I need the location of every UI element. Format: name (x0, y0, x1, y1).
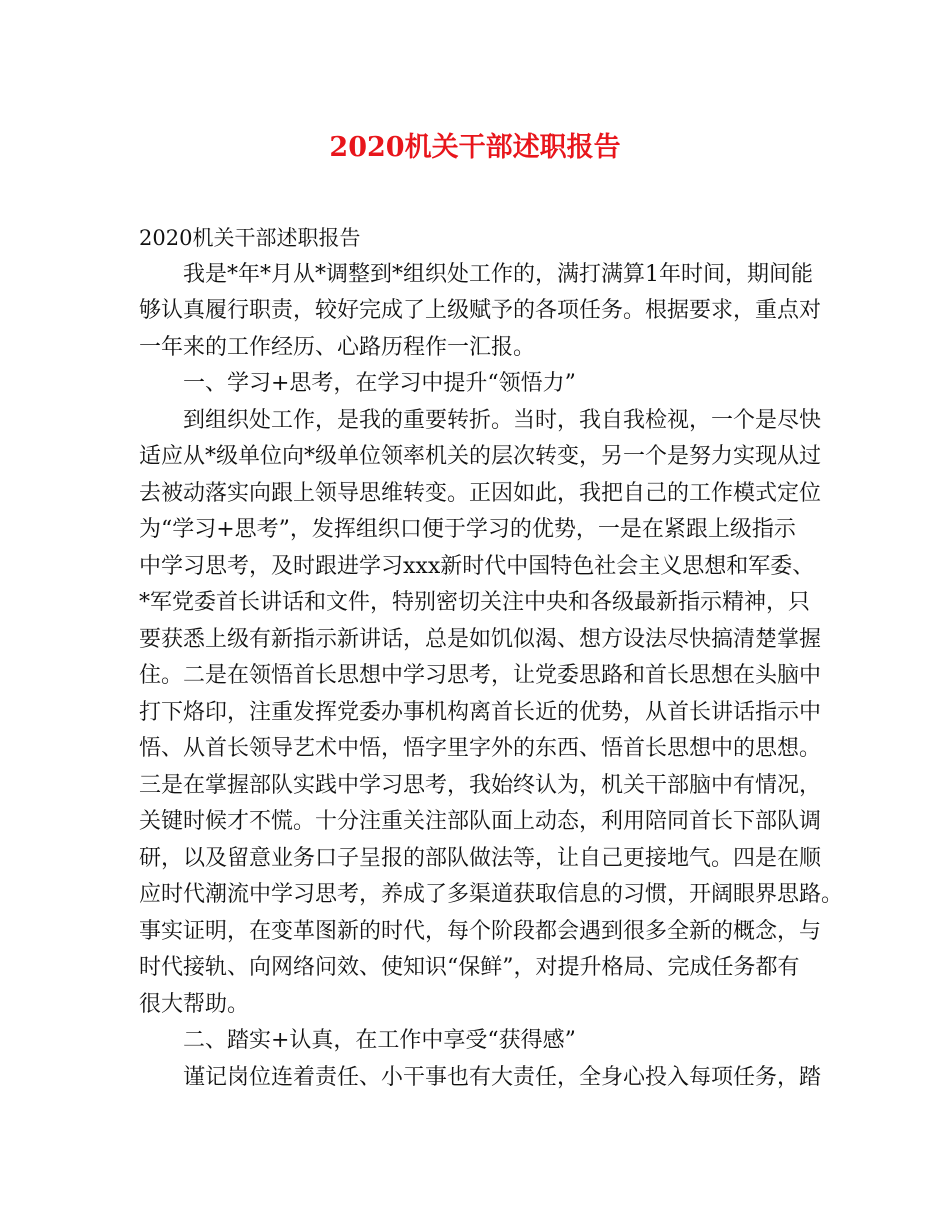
text-line: 应时代潮流中学习思考，养成了多渠道获取信息的习惯，开阔眼界思路。 (139, 882, 844, 907)
document-subtitle: 2020机关干部述职报告 (139, 226, 361, 250)
text-line: 适应从*级单位向*级单位领率机关的层次转变，另一个是努力实现从过 (139, 444, 822, 469)
text-line: 很大帮助。 (139, 991, 250, 1017)
text-line: 我是*年*月从*调整到*组织处工作的，满打满算1年时间，期间能 (139, 261, 813, 287)
text-line: 悟、从首长领导艺术中悟，悟字里字外的东西、悟首长思想中的思想。 (139, 736, 822, 761)
text-line: 要获悉上级有新指示新讲话，总是如饥似渴、想方设法尽快搞清楚掌握 (139, 626, 822, 652)
text-line: 中学习思考，及时跟进学习xxx新时代中国特色社会主义思想和军委、 (139, 553, 815, 579)
text-line: 研，以及留意业务口子呈报的部队做法等，让自己更接地气。四是在顺 (139, 845, 822, 871)
text-line: 住。二是在领悟首长思想中学习思考，让党委思路和首长思想在头脑中 (139, 663, 822, 688)
text-line: 一年来的工作经历、心路历程作一汇报。 (139, 334, 536, 360)
text-line: 够认真履行职责，较好完成了上级赋予的各项任务。根据要求，重点对 (139, 298, 822, 323)
text-line: 事实证明，在变革图新的时代，每个阶段都会遇到很多全新的概念，与 (139, 918, 822, 944)
document-body (139, 220, 844, 1096)
section-heading: 一、学习+思考，在学习中提升“领悟力” (139, 371, 576, 396)
text-line: 为“学习+思考”，发挥组织口便于学习的优势，一是在紧跟上级指示 (139, 517, 796, 542)
text-line: 打下烙印，注重发挥党委办事机构离首长近的优势，从首长讲话指示中 (139, 699, 822, 725)
text-line: 三是在掌握部队实践中学习思考，我始终认为，机关干部脑中有情况， (139, 772, 822, 798)
text-line: 到组织处工作，是我的重要转折。当时，我自我检视，一个是尽快 (139, 407, 822, 433)
section-heading: 二、踏实+认真，在工作中享受“获得感” (139, 1028, 576, 1053)
document-title: 2020机关干部述职报告 (329, 132, 621, 163)
text-line: 时代接轨、向网络问效、使知识“保鲜”，对提升格局、完成任务都有 (139, 955, 800, 980)
text-line: *军党委首长讲话和文件，特别密切关注中央和各级最新指示精神，只 (139, 590, 811, 615)
text-line: 关键时候才不慌。十分注重关注部队面上动态，利用陪同首长下部队调 (139, 809, 822, 834)
text-line: 谨记岗位连着责任、小干事也有大责任，全身心投入每项任务，踏 (139, 1064, 822, 1090)
text-line: 去被动落实向跟上领导思维转变。正因如此，我把自己的工作模式定位 (139, 480, 822, 506)
